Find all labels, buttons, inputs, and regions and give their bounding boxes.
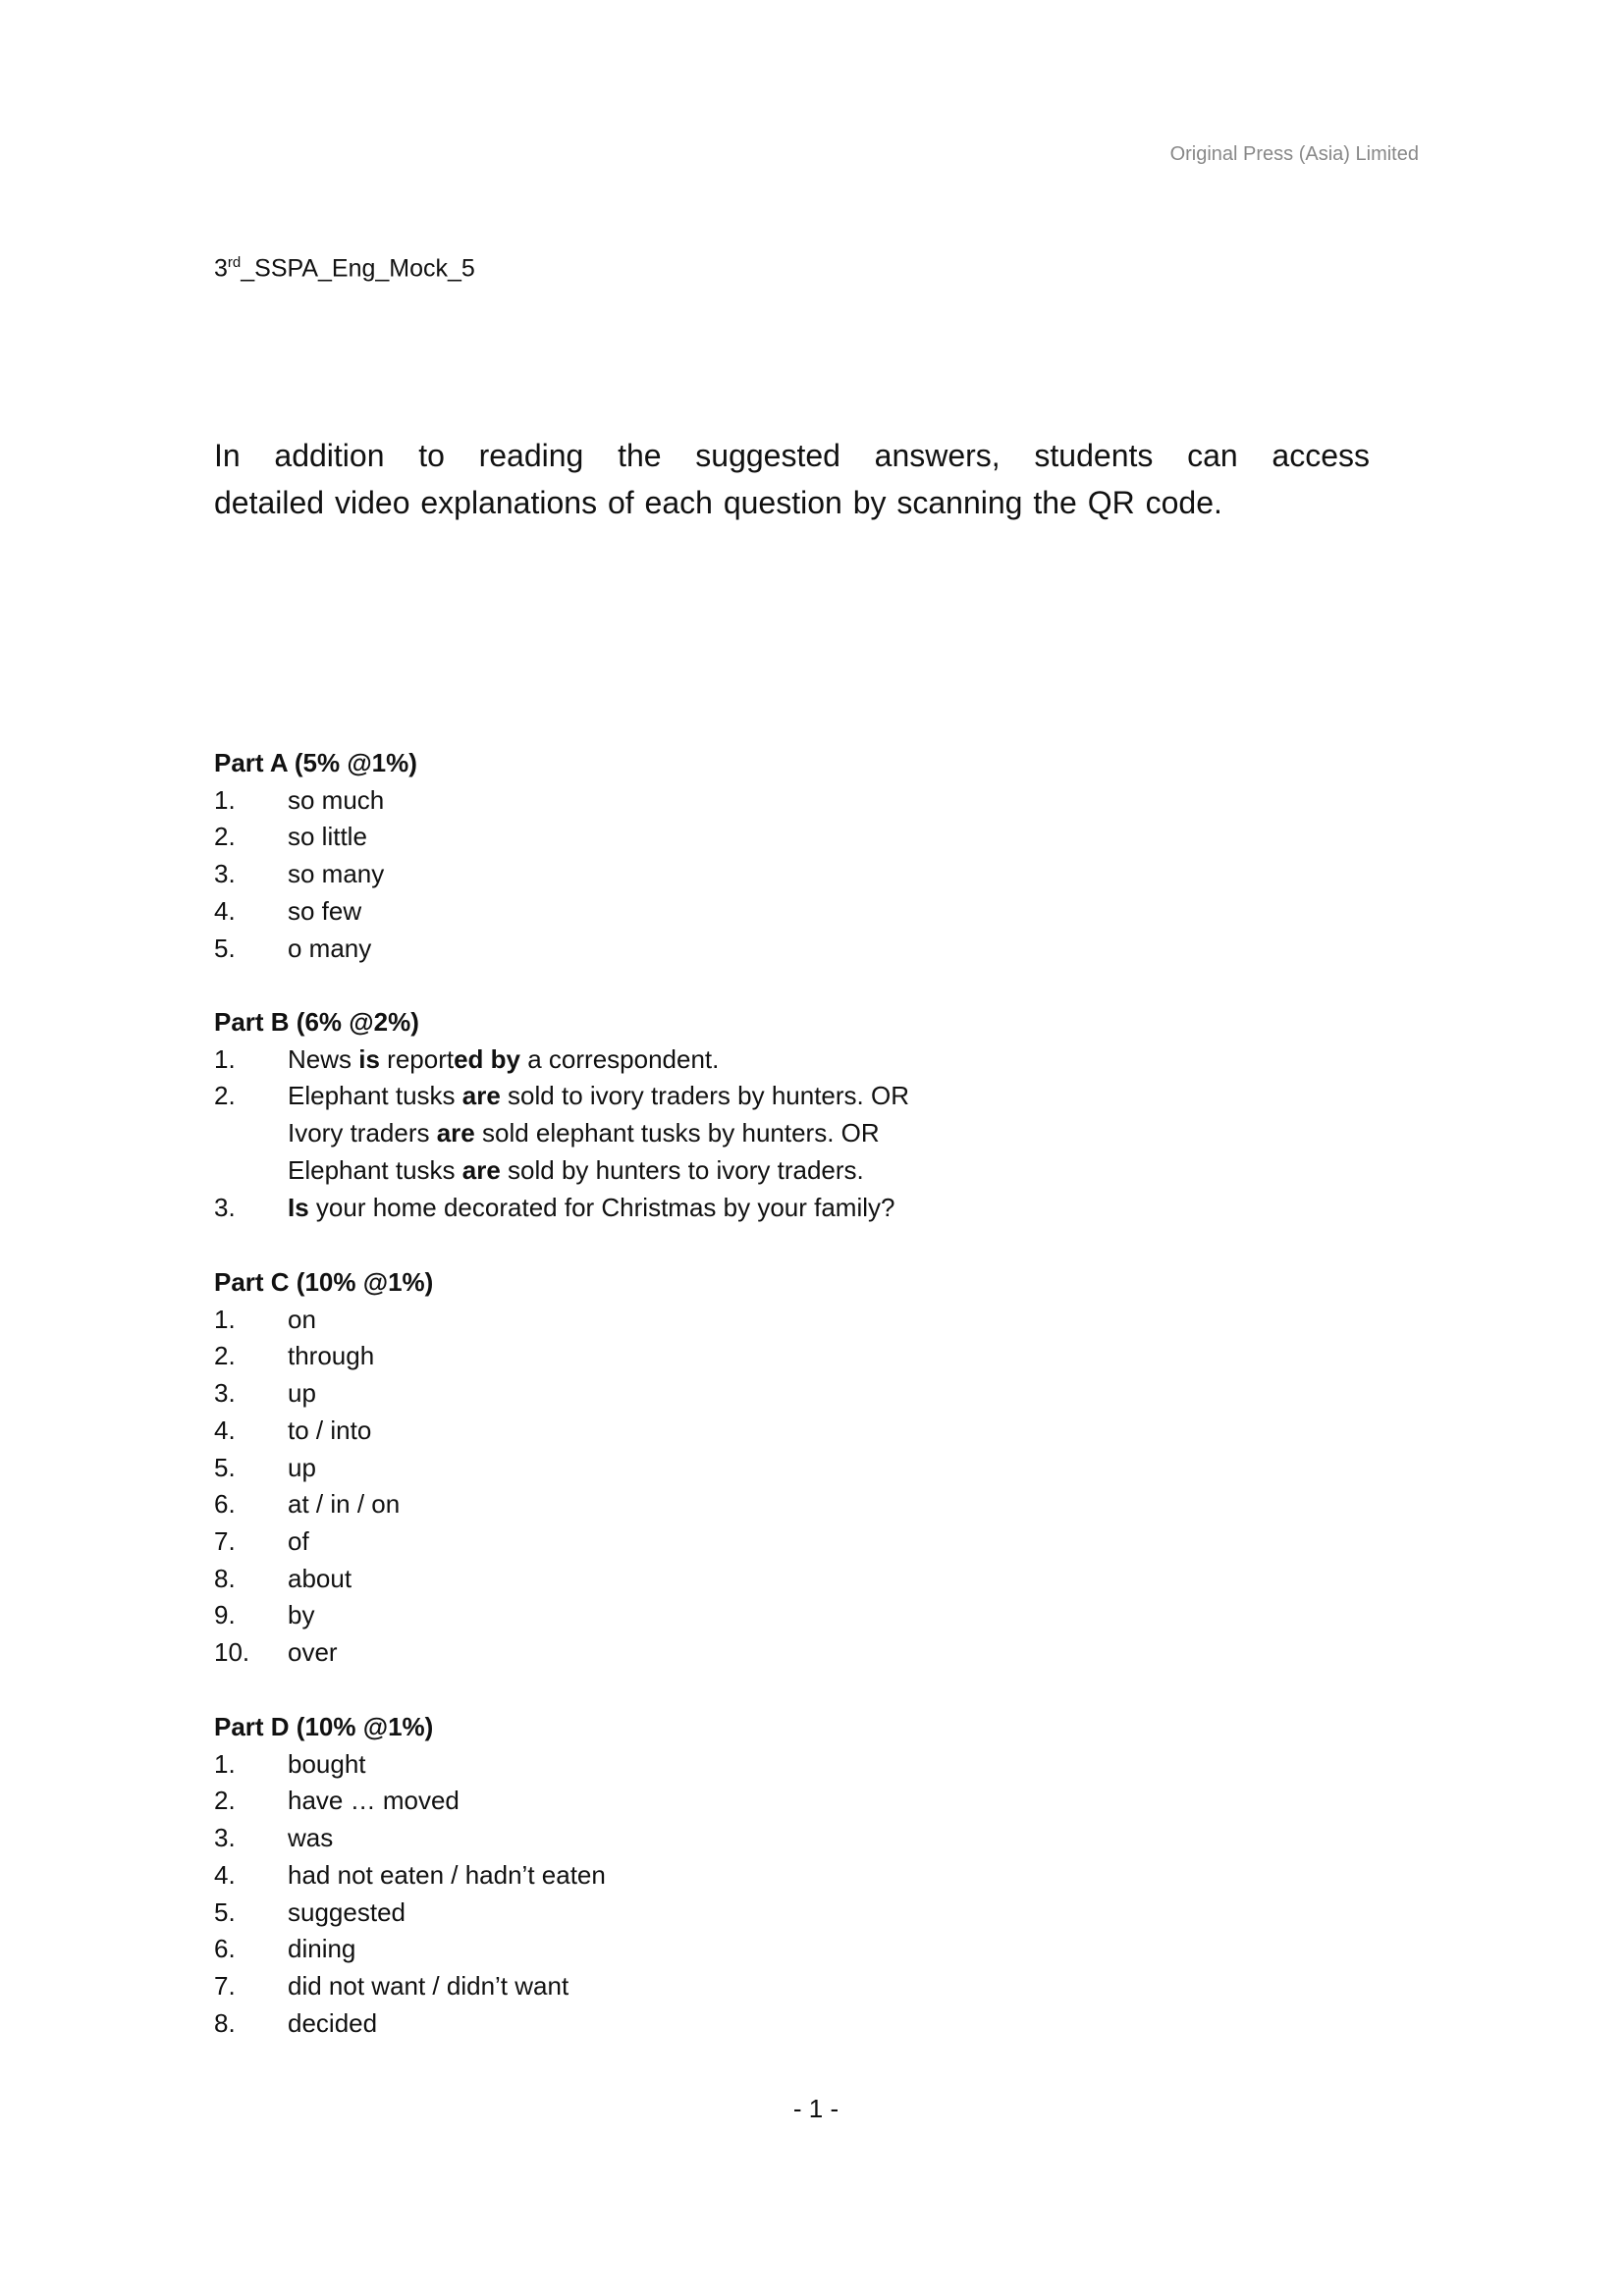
answer-segment: Ivory traders bbox=[288, 1118, 437, 1148]
answer-number: 3. bbox=[214, 1378, 236, 1409]
title-number: 3 bbox=[214, 254, 228, 283]
answer-item bbox=[214, 1190, 909, 1227]
answer-segment: on bbox=[288, 1304, 316, 1334]
answer-segment: had not eaten / hadn’t eaten bbox=[288, 1859, 606, 1890]
part-c-section bbox=[214, 1264, 433, 1672]
part-b-section bbox=[214, 1004, 909, 1226]
answer-segment: of bbox=[288, 1525, 309, 1556]
answer-bold-segment: is bbox=[358, 1043, 380, 1074]
answer-item bbox=[214, 856, 417, 893]
answer-segment: by bbox=[288, 1600, 315, 1630]
publisher-header: Original Press (Asia) Limited bbox=[1169, 143, 1419, 165]
answer-item bbox=[214, 1078, 909, 1115]
answer-number: 10. bbox=[214, 1637, 250, 1668]
answer-number: 9. bbox=[214, 1600, 236, 1630]
section-heading: Part B (6% @2%) bbox=[214, 1007, 419, 1037]
answer-text bbox=[288, 1597, 314, 1634]
answer-text bbox=[288, 1190, 894, 1227]
answer-segment: so much bbox=[288, 784, 385, 815]
answer-number: 3. bbox=[214, 1823, 236, 1853]
answer-number: 4. bbox=[214, 895, 236, 926]
answer-item bbox=[214, 1820, 606, 1857]
answer-segment: Elephant tusks bbox=[288, 1081, 462, 1111]
answer-number: 3. bbox=[214, 1192, 236, 1222]
answer-item bbox=[214, 1523, 433, 1561]
answer-number: 5. bbox=[214, 933, 236, 963]
answer-text bbox=[288, 1041, 719, 1079]
answer-item bbox=[214, 931, 417, 968]
answer-text bbox=[288, 819, 367, 856]
answer-segment: up bbox=[288, 1452, 316, 1482]
answer-segment: decided bbox=[288, 2007, 378, 2038]
answer-item bbox=[214, 1041, 909, 1079]
answer-text bbox=[288, 1968, 568, 2005]
answer-item bbox=[214, 1152, 909, 1190]
answer-segment: a correspondent. bbox=[520, 1043, 720, 1074]
answer-text bbox=[288, 1783, 460, 1820]
answer-number: 2. bbox=[214, 1081, 236, 1111]
answer-text bbox=[288, 1561, 352, 1598]
answer-text bbox=[288, 893, 361, 931]
answer-item bbox=[214, 1634, 433, 1672]
answer-number: 5. bbox=[214, 1896, 236, 1927]
answer-segment: at / in / on bbox=[288, 1489, 401, 1520]
section-heading: Part D (10% @1%) bbox=[214, 1712, 434, 1741]
answer-segment: bought bbox=[288, 1748, 366, 1779]
answer-text bbox=[288, 1078, 909, 1115]
answer-segment: your home decorated for Christmas by your family? bbox=[308, 1192, 895, 1222]
answer-number: 2. bbox=[214, 822, 236, 852]
answer-text bbox=[288, 2005, 377, 2043]
title-superscript: rd bbox=[227, 254, 242, 271]
answer-text bbox=[288, 782, 384, 820]
answer-number: 3. bbox=[214, 859, 236, 889]
answer-number: 7. bbox=[214, 1970, 236, 2001]
answer-text bbox=[288, 1375, 316, 1413]
answer-item bbox=[214, 819, 417, 856]
answer-number: 1. bbox=[214, 1748, 236, 1779]
answer-segment: dining bbox=[288, 1934, 356, 1964]
answer-number: 2. bbox=[214, 1786, 236, 1816]
answer-text bbox=[288, 1450, 316, 1487]
answer-number: 8. bbox=[214, 1563, 236, 1593]
answer-number: 1. bbox=[214, 784, 236, 815]
answer-segment: News bbox=[288, 1043, 359, 1074]
intro-line-2: detailed video explanations of each question by scanning the QR code. bbox=[214, 485, 1222, 520]
answer-number: 2. bbox=[214, 1341, 236, 1371]
answer-segment: to / into bbox=[288, 1415, 372, 1445]
answer-bold-segment: ed by bbox=[454, 1043, 521, 1074]
answer-text bbox=[288, 1895, 406, 1932]
answer-item bbox=[214, 893, 417, 931]
answer-segment: sold to ivory traders by hunters. OR bbox=[500, 1081, 909, 1111]
answer-text bbox=[288, 1820, 333, 1857]
answer-segment: did not want / didn’t want bbox=[288, 1970, 569, 2001]
answer-segment: sold by hunters to ivory traders. bbox=[500, 1154, 864, 1185]
answer-item bbox=[214, 1413, 433, 1450]
answer-item bbox=[214, 1895, 606, 1932]
part-a-section bbox=[214, 745, 417, 967]
answer-bold-segment: Is bbox=[288, 1192, 309, 1222]
answer-number: 8. bbox=[214, 2007, 236, 2038]
answer-item bbox=[214, 1302, 433, 1339]
answer-item bbox=[214, 1338, 433, 1375]
intro-line-1: In addition to reading the suggested answers, students can access bbox=[214, 438, 1370, 473]
answer-segment: up bbox=[288, 1378, 316, 1409]
title-rest: _SSPA_Eng_Mock_5 bbox=[241, 254, 475, 283]
answer-number: 5. bbox=[214, 1452, 236, 1482]
answer-text bbox=[288, 1152, 864, 1190]
answer-number: 6. bbox=[214, 1934, 236, 1964]
answer-item bbox=[214, 1597, 433, 1634]
answer-number: 7. bbox=[214, 1525, 236, 1556]
answer-bold-segment: are bbox=[461, 1081, 501, 1111]
answer-segment: Elephant tusks bbox=[288, 1154, 462, 1185]
answer-segment: was bbox=[288, 1823, 334, 1853]
answer-item bbox=[214, 1931, 606, 1968]
answer-segment: about bbox=[288, 1563, 352, 1593]
answer-bold-segment: are bbox=[461, 1154, 501, 1185]
answer-segment: so little bbox=[288, 822, 367, 852]
answer-number: 4. bbox=[214, 1415, 236, 1445]
answer-segment: so few bbox=[288, 895, 362, 926]
answer-item bbox=[214, 1115, 909, 1152]
answer-segment: so many bbox=[288, 859, 385, 889]
answer-number: 4. bbox=[214, 1859, 236, 1890]
answer-segment: report bbox=[379, 1043, 455, 1074]
answer-text bbox=[288, 1115, 880, 1152]
answer-segment: over bbox=[288, 1637, 338, 1668]
answer-item bbox=[214, 1783, 606, 1820]
answer-text bbox=[288, 856, 384, 893]
page-number: - 1 - bbox=[792, 2094, 839, 2123]
intro-paragraph bbox=[214, 432, 1370, 526]
section-heading: Part C (10% @1%) bbox=[214, 1267, 434, 1297]
answer-text bbox=[288, 1523, 309, 1561]
answer-segment: o many bbox=[288, 933, 372, 963]
part-d-section bbox=[214, 1709, 606, 2042]
answer-number bbox=[214, 1152, 288, 1190]
answer-text bbox=[288, 931, 371, 968]
answer-segment: have … moved bbox=[288, 1786, 460, 1816]
answer-text bbox=[288, 1413, 371, 1450]
answer-item bbox=[214, 1968, 606, 2005]
answer-number: 1. bbox=[214, 1304, 236, 1334]
answer-text bbox=[288, 1634, 338, 1672]
answer-text bbox=[288, 1746, 366, 1784]
answer-item bbox=[214, 1450, 433, 1487]
answer-bold-segment: are bbox=[436, 1118, 475, 1148]
answer-text bbox=[288, 1338, 374, 1375]
answer-item bbox=[214, 2005, 606, 2043]
answer-number: 6. bbox=[214, 1489, 236, 1520]
answer-item bbox=[214, 1746, 606, 1784]
answer-item bbox=[214, 1857, 606, 1895]
answer-item bbox=[214, 1375, 433, 1413]
answer-text bbox=[288, 1486, 400, 1523]
answer-segment: through bbox=[288, 1341, 375, 1371]
answer-text bbox=[288, 1857, 606, 1895]
document-title bbox=[214, 254, 475, 283]
answer-segment: sold elephant tusks by hunters. OR bbox=[474, 1118, 880, 1148]
answer-number bbox=[214, 1115, 288, 1152]
answer-number: 1. bbox=[214, 1043, 236, 1074]
section-heading: Part A (5% @1%) bbox=[214, 748, 417, 777]
answer-item bbox=[214, 782, 417, 820]
answer-text bbox=[288, 1931, 355, 1968]
answer-item bbox=[214, 1486, 433, 1523]
answer-segment: suggested bbox=[288, 1896, 406, 1927]
answer-item bbox=[214, 1561, 433, 1598]
answer-text bbox=[288, 1302, 316, 1339]
